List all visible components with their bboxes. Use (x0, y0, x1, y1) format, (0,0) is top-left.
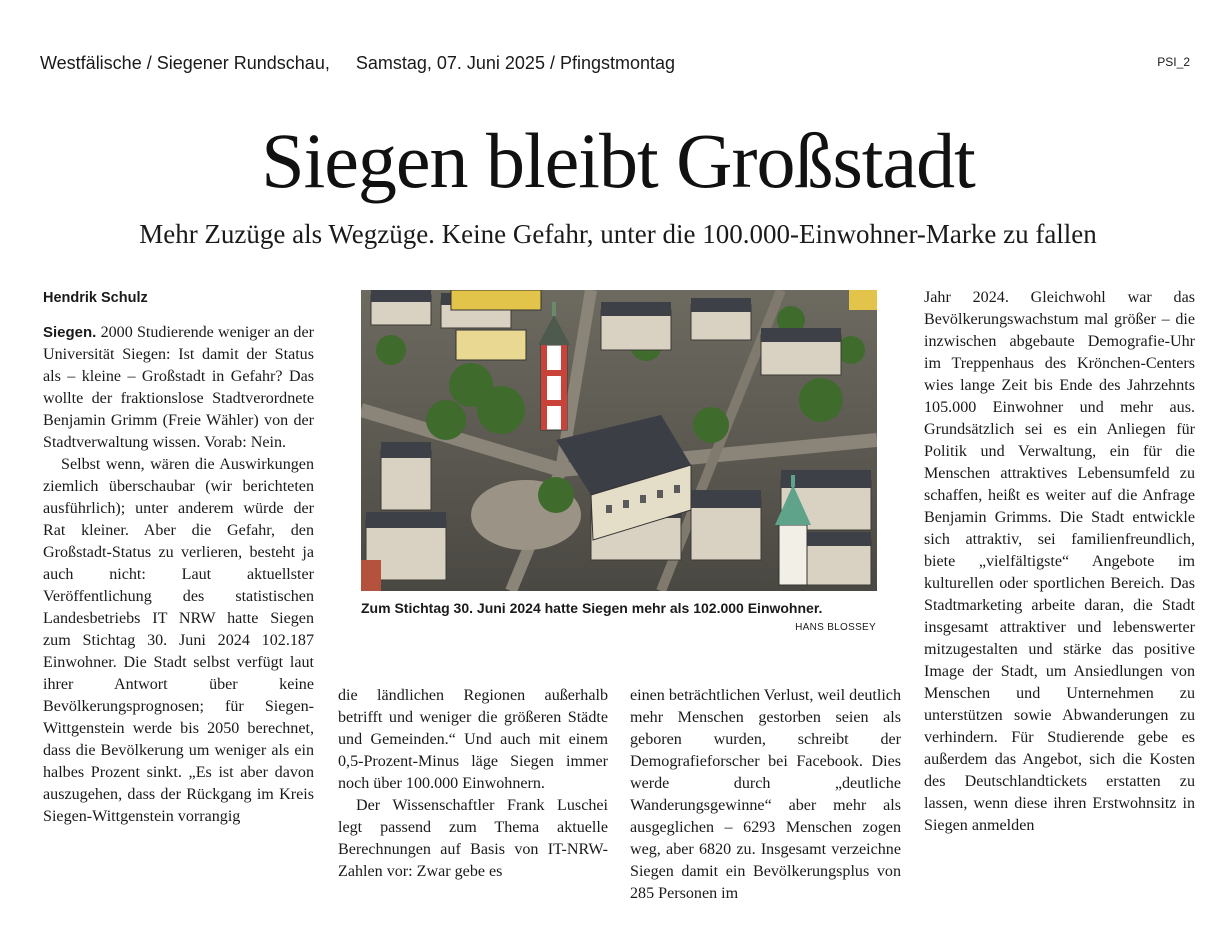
paragraph-text: 2000 Studierende weniger an der Universität Siegen: Ist damit der Status als – kleine – Großstadt in Gefahr? Das wollte der fraktionslose Stadtverordnete Benjamin Grimm (Freie Wähler) von der Stadtverwaltung wissen. Vorab: Nein. (43, 324, 314, 451)
photo-caption: Zum Stichtag 30. Juni 2024 hatte Siegen mehr als 102.000 Einwohner. (361, 600, 823, 616)
headline: Siegen bleibt Großstadt (261, 117, 975, 204)
article-column-4 (924, 287, 1195, 837)
article-column-2 (338, 685, 608, 883)
dateline: Siegen. (43, 324, 97, 341)
paragraph: Selbst wenn, wären die Auswirkungen ziemlich überschaubar (wir berichteten ausführlich); unter anderem würde der Rat kleiner. Aber die Gefahr, den Großstadt-Status zu verlieren, besteht ja auch nicht: Laut aktuellster Veröffentlichung des statistischen Landesbetriebs IT NRW hatte Siegen zum Stichtag 30. Juni 2024 102.187 Einwohner. Die Stadt selbst verfügt laut ihrer Antwort über keine Bevölkerungsprognosen; für Siegen-Wittgenstein werde bis 2050 berechnet, dass die Bevölkerung um weniger als ein halbes Prozent sinkt. „Es ist aber davon auszugehen, dass der Rückgang im Kreis Siegen-Wittgenstein vorrangig (43, 456, 314, 825)
publication-name: Westfälische / Siegener Rundschau, (40, 53, 330, 73)
subheadline: Mehr Zuzüge als Wegzüge. Keine Gefahr, unter die 100.000-Einwohner-Marke zu fallen (139, 219, 1097, 249)
masthead (40, 53, 675, 74)
paragraph (43, 322, 314, 454)
author-byline: Hendrik Schulz (43, 290, 148, 306)
paragraph: Der Wissenschaftler Frank Luschei legt passend zum Thema aktuelle Berechnungen auf Basis von IT-NRW-Zahlen vor: Zwar gebe es (338, 797, 608, 880)
paragraph: einen beträchtlichen Verlust, weil deutlich mehr Menschen gestorben seien als geboren wurden, schreibt der Demografieforscher bei Facebook. Dies werde durch „deutliche Wanderungsgewinne“ aber mehr als ausgeglichen – 6293 Menschen zogen weg, aber 6820 zu. Insgesamt verzeichne Siegen damit ein Bevölkerungsplus von 285 Personen im (630, 687, 901, 902)
paragraph: die ländlichen Regionen außerhalb betrifft und weniger die größeren Städte und Gemeinden.“ Und auch mit einem 0,5-Prozent-Minus läge Siegen immer noch über 100.000 Einwohnern. (338, 687, 608, 792)
photo-credit: HANS BLOSSEY (795, 622, 876, 633)
article-photo (361, 290, 877, 591)
issue-date: Samstag, 07. Juni 2025 / Pfingstmontag (355, 53, 676, 73)
article-column-3 (630, 685, 901, 905)
paragraph: Jahr 2024. Gleichwohl war das Bevölkerungswachstum mal größer – die inzwischen abgebaute Demografie-Uhr im Treppenhaus des Krönchen-Centers wies lange Zeit bis Ende des Jahrzehnts 105.000 Einwohner und mehr aus. Grundsätzlich sei es ein Anliegen für Politik und Verwaltung, ein für die Menschen attraktives Lebensumfeld zu schaffen, heißt es weiter auf die Anfrage Benjamin Grimms. Die Stadt entwickle sich attraktiv, sei familienfreundlich, biete „vielfältigste“ Angebote im kulturellen oder sportlichen Bereich. Das Stadtmarketing arbeite daran, die Stadt insgesamt attraktiver und lebenswerter mitzugestalten und stärke das positive Image der Stadt, um Ansiedlungen von Menschen und Unternehmen zu unterstützen sowie Abwanderungen zu verhindern. Für Studierende gebe es außerdem das Angebot, sich die Kosten des Deutschlandtickets erstatten zu lassen, wenn diese ihren Erstwohnsitz in Siegen anmelden (924, 289, 1195, 834)
aerial-city-photo (361, 290, 877, 591)
page-id: PSI_2 (1157, 55, 1190, 69)
article-column-1 (43, 287, 314, 828)
